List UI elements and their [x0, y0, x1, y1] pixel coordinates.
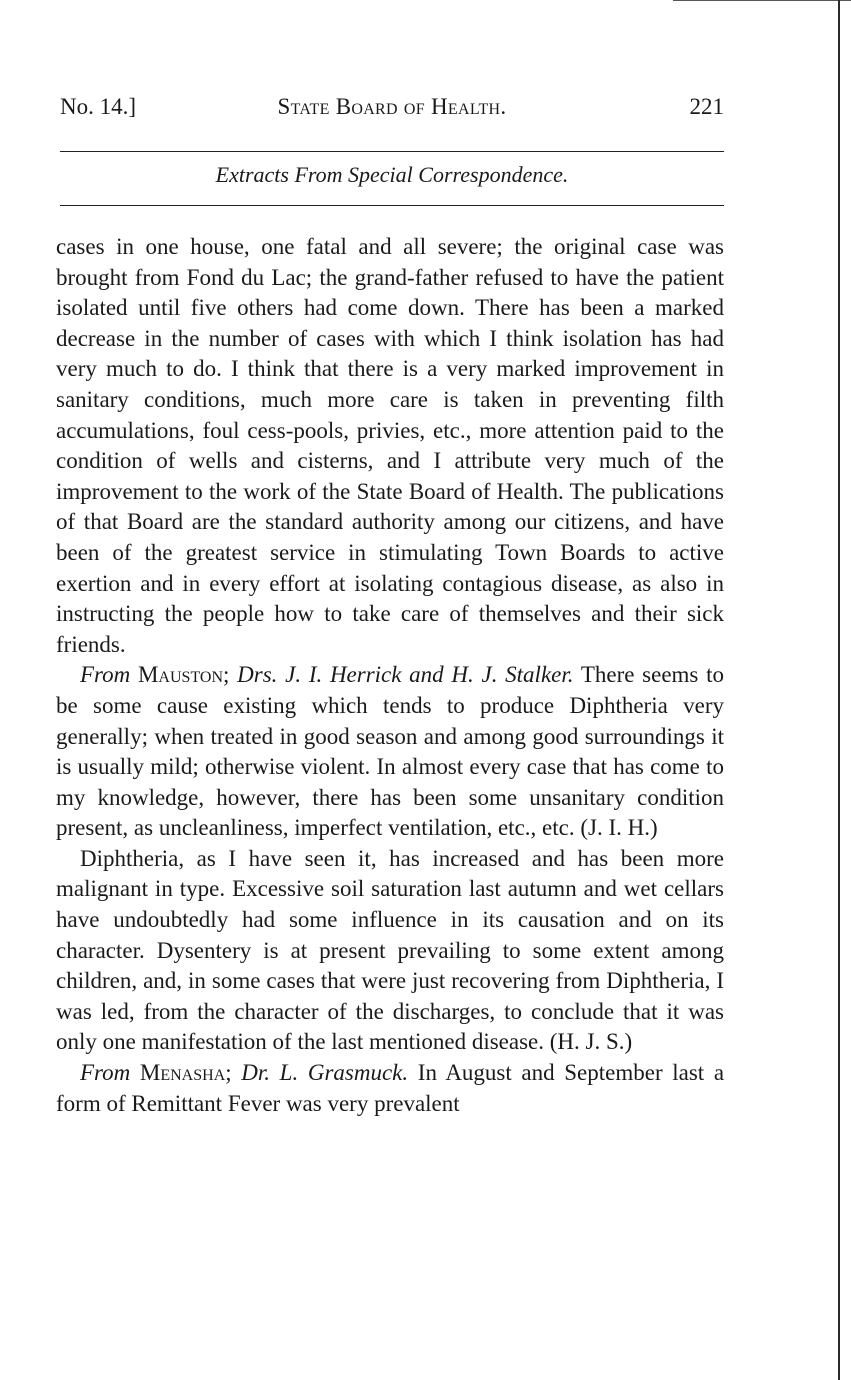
correspondent-names: Drs. J. I. Herrick and H. J. Stalker.: [237, 662, 574, 688]
page-edge-right: [838, 0, 840, 1380]
paragraph-text: In August and September last a form of Remittant Fever was very prevalent: [56, 1060, 725, 1116]
paragraph-diphtheria: Diphtheria, as I have seen it, has increased and has been more malignant in type. Excessive soil saturation last autumn and wet cellars have undoubtedly had some influence in its causation and on its character. Dysentery is at present prevailing to some extent among children, and, in some cases that were just recovering from Diphtheria, I was led, from the character of the discharges, to conclude that it was only one manifestation of the last mentioned disease. (H. J. S.): [56, 845, 724, 1055]
running-header: [60, 94, 724, 124]
document-number: No. 14.]: [60, 94, 137, 119]
paragraph-text: There seems to be some cause existing which tends to produce Diphtheria very generally; when treated in good season and among good surroundings it is usually mild; otherwise violent. In almost every case that has come to my knowledge, however, there has been some unsanitary condition present, as uncleanliness, imperfect ventilation, etc., etc. (J. I. H.): [56, 662, 724, 841]
header-rule-top: [60, 151, 724, 152]
place-name: Menasha;: [139, 1060, 232, 1086]
paragraph-menasha: [56, 1058, 724, 1119]
page-number: 221: [689, 94, 724, 119]
running-title: State Board of Health.: [277, 94, 507, 119]
from-label: From: [80, 662, 131, 688]
header-rule-bottom: [60, 205, 724, 206]
place-name: Mauston;: [137, 662, 230, 688]
paragraph-continued: cases in one house, one fatal and all severe; the original case was brought from Fond du Lac; the grand-father refused to have the patient isolated until five others had come down. There has been a marked decrease in the number of cases with which I think isolation has had very much to do. I think that there is a very marked improvement in sanitary conditions, much more care is taken in preventing filth accumulations, foul cess-pools, privies, etc., more attention paid to the condition of wells and cisterns, and I attribute very much of the improvement to the work of the State Board of Health. The publications of that Board are the standard authority among our citizens, and have been of the greatest service in stimulating Town Boards to active exertion and in every effort at isolating contagious disease, as also in instructing the people how to take care of themselves and their sick friends.: [56, 234, 724, 657]
from-label: From: [80, 1060, 131, 1086]
page-edge-top: [673, 0, 851, 1]
body-text: [56, 232, 724, 1119]
section-subhead: Extracts From Special Correspondence.: [215, 162, 569, 187]
correspondent-names: Dr. L. Grasmuck.: [241, 1060, 409, 1086]
paragraph-mauston: [56, 660, 724, 844]
